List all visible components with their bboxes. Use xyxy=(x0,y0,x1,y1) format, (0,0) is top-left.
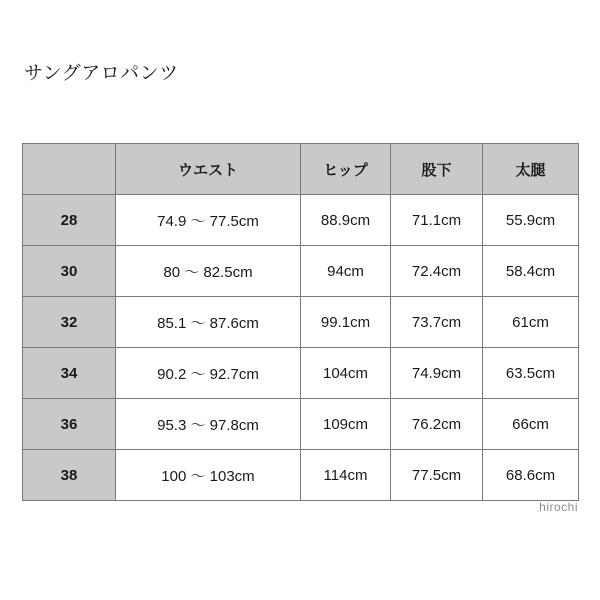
cell-hip: 109cm xyxy=(301,399,391,450)
column-header-size xyxy=(23,144,116,195)
row-header-size: 34 xyxy=(23,348,116,399)
table-row xyxy=(23,297,579,348)
cell-thigh: 58.4cm xyxy=(483,246,579,297)
cell-waist: 90.2 〜 92.7cm xyxy=(116,348,301,399)
table-row xyxy=(23,399,579,450)
cell-thigh: 66cm xyxy=(483,399,579,450)
row-header-size: 38 xyxy=(23,450,116,501)
table-row xyxy=(23,195,579,246)
cell-inseam: 73.7cm xyxy=(391,297,483,348)
cell-inseam: 72.4cm xyxy=(391,246,483,297)
column-header-thigh: 太腿 xyxy=(483,144,579,195)
row-header-size: 28 xyxy=(23,195,116,246)
cell-thigh: 61cm xyxy=(483,297,579,348)
cell-inseam: 76.2cm xyxy=(391,399,483,450)
table-body xyxy=(23,195,579,501)
column-header-hip: ヒップ xyxy=(301,144,391,195)
cell-waist: 80 〜 82.5cm xyxy=(116,246,301,297)
cell-hip: 99.1cm xyxy=(301,297,391,348)
page-title: サングアロパンツ xyxy=(24,63,179,84)
cell-hip: 94cm xyxy=(301,246,391,297)
row-header-size: 32 xyxy=(23,297,116,348)
cell-inseam: 71.1cm xyxy=(391,195,483,246)
table-header-row xyxy=(23,144,579,195)
cell-waist: 74.9 〜 77.5cm xyxy=(116,195,301,246)
cell-thigh: 55.9cm xyxy=(483,195,579,246)
size-chart-table xyxy=(22,143,579,501)
row-header-size: 36 xyxy=(23,399,116,450)
cell-waist: 85.1 〜 87.6cm xyxy=(116,297,301,348)
table-row xyxy=(23,246,579,297)
cell-waist: 100 〜 103cm xyxy=(116,450,301,501)
cell-waist: 95.3 〜 97.8cm xyxy=(116,399,301,450)
cell-thigh: 63.5cm xyxy=(483,348,579,399)
cell-hip: 88.9cm xyxy=(301,195,391,246)
row-header-size: 30 xyxy=(23,246,116,297)
cell-hip: 104cm xyxy=(301,348,391,399)
cell-inseam: 74.9cm xyxy=(391,348,483,399)
column-header-waist: ウエスト xyxy=(116,144,301,195)
table-row xyxy=(23,450,579,501)
cell-inseam: 77.5cm xyxy=(391,450,483,501)
column-header-inseam: 股下 xyxy=(391,144,483,195)
cell-hip: 114cm xyxy=(301,450,391,501)
table-row xyxy=(23,348,579,399)
table-header xyxy=(23,144,579,195)
watermark: hirochi xyxy=(539,500,578,514)
cell-thigh: 68.6cm xyxy=(483,450,579,501)
